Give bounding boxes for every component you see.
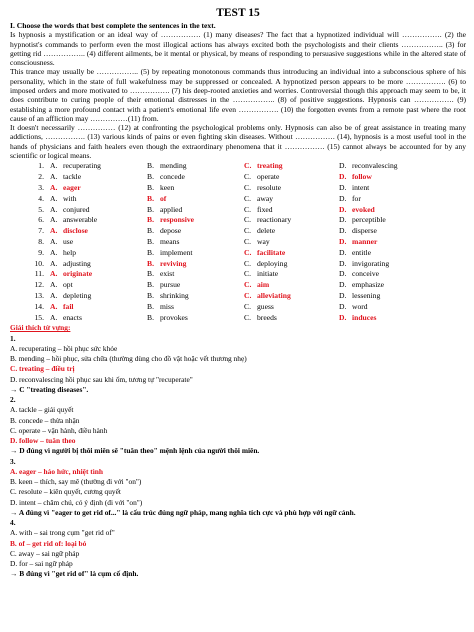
option-word: initiate — [257, 269, 279, 279]
answer-row — [10, 205, 439, 216]
option-letter: C. — [244, 193, 251, 203]
answer-option — [244, 302, 339, 313]
option-word: depose — [160, 226, 182, 236]
answer-row — [10, 183, 439, 194]
option-letter: B. — [147, 258, 154, 268]
answer-row — [10, 269, 439, 280]
question-number: 7. — [38, 226, 44, 236]
answer-option — [50, 291, 147, 302]
option-word: guess — [257, 301, 274, 311]
option-word: reviving — [160, 258, 187, 268]
answer-option — [50, 269, 147, 280]
option-word: implement — [160, 247, 193, 257]
answer-option — [339, 172, 439, 183]
answer-option — [147, 313, 244, 324]
option-word: help — [63, 247, 77, 257]
option-letter: A. — [50, 193, 58, 203]
answer-option — [244, 237, 339, 248]
option-word: invigorating — [352, 258, 390, 268]
option-letter: D. — [339, 290, 347, 300]
option-letter: B. — [147, 172, 154, 182]
answer-option — [50, 194, 147, 205]
answer-option — [244, 248, 339, 259]
question-number: 6. — [38, 215, 44, 225]
explanation-q4-option-d: D. for – sai ngữ pháp — [10, 559, 73, 569]
option-word: tackle — [63, 172, 82, 182]
option-word: emphasize — [352, 280, 385, 290]
option-letter: D. — [339, 193, 347, 203]
answer-option — [147, 237, 244, 248]
option-letter: D. — [339, 226, 347, 236]
option-word: reactionary — [257, 215, 292, 225]
option-letter: C. — [244, 215, 251, 225]
option-word: delete — [257, 226, 276, 236]
answer-option — [50, 205, 147, 216]
option-letter: D. — [339, 247, 347, 257]
answer-option — [339, 237, 439, 248]
option-letter: C. — [244, 269, 251, 279]
option-word: conceive — [352, 269, 379, 279]
option-letter: A. — [50, 280, 58, 290]
answer-option — [147, 248, 244, 259]
answer-option — [147, 194, 244, 205]
answer-option — [244, 215, 339, 226]
explanation-q1-conclusion: → C "treating diseases". — [10, 384, 89, 394]
option-letter: A. — [50, 161, 58, 171]
option-letter: D. — [339, 269, 347, 279]
answer-option — [147, 226, 244, 237]
answer-option — [50, 183, 147, 194]
explanation-q1-option-a: A. recuperating – hồi phục sức khỏe — [10, 343, 118, 353]
option-letter: D. — [339, 172, 347, 182]
explanation-q4-option-a: A. with – sai trong cụm "get rid of" — [10, 528, 115, 538]
option-letter: B. — [147, 161, 154, 171]
option-word: manner — [352, 236, 378, 246]
option-word: fail — [63, 301, 74, 311]
answer-option — [339, 183, 439, 194]
explanation-q3-number: 3. — [10, 456, 16, 466]
answer-option — [339, 259, 439, 270]
answer-row — [10, 172, 439, 183]
option-letter: B. — [147, 215, 154, 225]
option-word: breeds — [257, 312, 277, 322]
instruction: I. Choose the words that best complete the sentences in the text. — [10, 21, 216, 30]
explanation-q4-option-c: C. away – sai ngữ pháp — [10, 548, 80, 558]
option-letter: A. — [50, 236, 58, 246]
option-word: entitle — [352, 247, 371, 257]
option-word: opt — [63, 280, 73, 290]
explanation-q1-option-c: C. treating – điều trị — [10, 364, 75, 374]
option-word: aim — [257, 280, 270, 290]
answer-option — [244, 172, 339, 183]
answer-option — [147, 172, 244, 183]
answer-option — [147, 259, 244, 270]
option-word: for — [352, 193, 361, 203]
answer-row — [10, 280, 439, 291]
option-word: disclose — [63, 226, 88, 236]
page-title: TEST 15 — [216, 7, 260, 19]
answer-option — [147, 302, 244, 313]
option-letter: D. — [339, 280, 347, 290]
option-word: lessening — [352, 290, 381, 300]
answer-option — [50, 248, 147, 259]
answer-option — [339, 226, 439, 237]
question-number: 13. — [34, 290, 44, 300]
option-letter: C. — [244, 290, 252, 300]
answer-option — [50, 215, 147, 226]
option-letter: D. — [339, 215, 347, 225]
option-word: perceptible — [352, 215, 386, 225]
option-word: exist — [160, 269, 175, 279]
question-number: 11. — [34, 269, 44, 279]
option-word: treating — [257, 161, 283, 171]
explanation-q4-option-b: B. of – get rid of: loại bỏ — [10, 538, 87, 548]
option-letter: C. — [244, 312, 251, 322]
question-number: 4. — [38, 193, 44, 203]
explanation-section — [10, 323, 466, 579]
option-letter: A. — [50, 312, 58, 322]
answer-option — [50, 172, 147, 183]
answer-option — [244, 205, 339, 216]
option-word: eager — [63, 182, 81, 192]
option-letter: C. — [244, 172, 251, 182]
answer-table — [10, 161, 439, 323]
option-letter: B. — [147, 182, 154, 192]
option-letter: B. — [147, 236, 154, 246]
answer-option — [339, 313, 439, 324]
answer-row — [10, 226, 439, 237]
answer-option — [339, 205, 439, 216]
option-word: way — [257, 236, 270, 246]
explanation-q4-conclusion: → B đúng vì "get rid of" là cụm cố định. — [10, 569, 139, 579]
option-letter: D. — [339, 312, 347, 322]
explanation-q3-option-d: D. intent – chăm chú, có ý định (đi với "on") — [10, 497, 143, 507]
option-letter: D. — [339, 301, 347, 311]
option-word: fixed — [257, 204, 273, 214]
option-word: adjusting — [63, 258, 91, 268]
document-page — [10, 6, 466, 580]
option-letter: A. — [50, 182, 58, 192]
option-word: provokes — [160, 312, 188, 322]
option-letter: A. — [50, 226, 58, 236]
explanation-q2-option-a: A. tackle – giải quyết — [10, 405, 74, 415]
option-word: applied — [160, 204, 183, 214]
answer-option — [50, 226, 147, 237]
option-letter: C. — [244, 204, 251, 214]
question-number: 5. — [38, 204, 44, 214]
option-word: concede — [160, 172, 185, 182]
answer-option — [147, 269, 244, 280]
option-letter: C. — [244, 258, 251, 268]
passage-paragraph-2: This trance may usually be …………….. (5) by repeating monotonous commands thus introducing an individual into a subconscious sphere of his personality, which in the state of full wakefulness may be suppressed or concealed. A hypnotized person appears to be more ……………. (6) to imposed orders and more motivated to ……………. (7) his deep-rooted anxieties and worries. Controversial though this approach may seem to be, it does contribute to curing people of their emotional distresses in the …………….. (8) of positive suggestions. Hypnosis can ……………. (9) establishing a more profound contact with a patient's emotional life even ……………. (10) the forgotten events from a remote past where the root cause of an affliction may ……………(11) from. — [10, 67, 466, 123]
option-word: operate — [257, 172, 280, 182]
answer-row — [10, 237, 439, 248]
option-letter: D. — [339, 258, 347, 268]
option-word: alleviating — [257, 290, 291, 300]
option-letter: A. — [50, 269, 58, 279]
answer-option — [50, 237, 147, 248]
option-letter: C. — [244, 226, 251, 236]
answer-option — [147, 215, 244, 226]
option-letter: B. — [147, 204, 154, 214]
explanation-q4-number: 4. — [10, 518, 16, 528]
option-letter: A. — [50, 215, 58, 225]
option-word: depleting — [63, 290, 92, 300]
option-letter: B. — [147, 290, 154, 300]
option-word: use — [63, 236, 74, 246]
answer-row — [10, 313, 439, 324]
answer-option — [339, 248, 439, 259]
question-number: 9. — [38, 247, 44, 257]
option-letter: C. — [244, 161, 252, 171]
answer-row — [10, 215, 439, 226]
question-number: 15. — [34, 312, 44, 322]
explanation-q2-option-b: B. concede – thừa nhận — [10, 415, 80, 425]
answer-option — [50, 161, 147, 172]
option-word: mending — [160, 161, 187, 171]
option-word: follow — [352, 172, 372, 182]
answer-option — [50, 302, 147, 313]
option-word: answerable — [63, 215, 98, 225]
passage-paragraph-1: Is hypnosis a mystification or an ideal way of ……………. (1) many diseases? The fact that a hypnotized individual will ……………. (2) the hypnotist's commands to perform even the most illogical actions has always excited both the psychologists and their clients …………….. (3) for getting rid …………….. (4) different ailments, be it mental or physical, by means of responding to persuasive suggestions while in the altered state of consciousness. — [10, 30, 466, 68]
answer-row — [10, 291, 439, 302]
option-word: away — [257, 193, 274, 203]
explanation-q2-number: 2. — [10, 395, 16, 405]
answer-option — [244, 313, 339, 324]
option-letter: A. — [50, 172, 58, 182]
passage-paragraph-3: It doesn't necessarily …………… (12) at confronting the psychological problems only. Hypnosis can also be of great assistance in treating many addictions, ……………. (13) various kinds of pains or even fighting skin diseases. Without ……………. (14), hypnosis is a most useful tool in the hands of physicians and faith healers even though the extraordinary phenomena that it ……………. (15) cannot always be accounted for by any scientific or logical means. — [10, 123, 466, 161]
answer-option — [244, 291, 339, 302]
option-letter: D. — [339, 204, 347, 214]
question-number: 12. — [34, 280, 44, 290]
answer-row — [10, 161, 439, 172]
answer-option — [50, 259, 147, 270]
option-word: induces — [352, 312, 377, 322]
option-word: of — [160, 193, 167, 203]
option-letter: A. — [50, 258, 58, 268]
option-word: keen — [160, 182, 175, 192]
explanation-q3-option-b: B. keen – thích, say mê (thường đi với "on") — [10, 477, 142, 487]
explanation-q1-option-b: B. mending – hồi phục, sửa chữa (thường dùng cho đồ vật hoặc vết thương nhẹ) — [10, 354, 247, 364]
option-letter: C. — [244, 247, 252, 257]
option-word: intent — [352, 182, 370, 192]
option-letter: C. — [244, 182, 251, 192]
answer-row — [10, 302, 439, 313]
option-word: with — [63, 193, 77, 203]
option-word: responsive — [160, 215, 195, 225]
explanation-q3-option-a: A. eager – háo hức, nhiệt tình — [10, 466, 103, 476]
option-letter: B. — [147, 193, 154, 203]
option-word: means — [160, 236, 180, 246]
answer-row — [10, 248, 439, 259]
option-word: miss — [160, 301, 174, 311]
explanation-header: Giải thích từ vựng: — [10, 323, 71, 333]
answer-option — [50, 280, 147, 291]
option-word: deploying — [257, 258, 288, 268]
passage — [10, 30, 466, 160]
option-letter: A. — [50, 247, 58, 257]
answer-option — [244, 269, 339, 280]
option-word: conjured — [63, 204, 90, 214]
answer-option — [147, 205, 244, 216]
explanation-q3-option-c: C. resolute – kiên quyết, cương quyết — [10, 487, 121, 497]
explanation-q2-option-d: D. follow – tuân theo — [10, 436, 76, 446]
answer-option — [339, 291, 439, 302]
option-letter: D. — [339, 182, 347, 192]
answer-option — [244, 280, 339, 291]
answer-row — [10, 194, 439, 205]
option-word: enacts — [63, 312, 82, 322]
option-word: pursue — [160, 280, 181, 290]
option-letter: D. — [339, 161, 347, 171]
question-number: 2. — [38, 172, 44, 182]
option-letter: A. — [50, 204, 58, 214]
option-letter: B. — [147, 247, 154, 257]
option-word: evoked — [352, 204, 375, 214]
question-number: 14. — [34, 301, 44, 311]
option-letter: D. — [339, 236, 347, 246]
question-number: 1. — [38, 161, 44, 171]
answer-option — [339, 161, 439, 172]
option-letter: B. — [147, 269, 154, 279]
answer-option — [147, 161, 244, 172]
answer-option — [147, 291, 244, 302]
option-word: disperse — [352, 226, 377, 236]
option-letter: B. — [147, 301, 154, 311]
explanation-q3-conclusion: → A đúng vì "eager to get rid of..." là cấu trúc đúng ngữ pháp, mang nghĩa tích cực và phù hợp với ngữ cảnh. — [10, 507, 356, 517]
option-letter: A. — [50, 290, 58, 300]
answer-option — [50, 313, 147, 324]
answer-option — [244, 194, 339, 205]
question-number: 3. — [38, 182, 44, 192]
option-letter: C. — [244, 280, 252, 290]
explanation-q2-option-c: C. operate – vận hành, điều hành — [10, 425, 108, 435]
answer-option — [244, 259, 339, 270]
answer-option — [147, 280, 244, 291]
answer-option — [339, 215, 439, 226]
answer-option — [339, 280, 439, 291]
answer-option — [147, 183, 244, 194]
option-letter: C. — [244, 236, 251, 246]
explanation-q1-option-d: D. reconvalescing hồi phục sau khi ốm, tương tự "recuperate" — [10, 374, 193, 384]
option-letter: C. — [244, 301, 251, 311]
option-letter: B. — [147, 280, 154, 290]
option-word: originate — [63, 269, 93, 279]
option-word: facilitate — [257, 247, 286, 257]
option-word: resolute — [257, 182, 282, 192]
question-number: 8. — [38, 236, 44, 246]
answer-option — [244, 183, 339, 194]
answer-option — [244, 161, 339, 172]
option-word: shrinking — [160, 290, 189, 300]
answer-option — [339, 194, 439, 205]
answer-row — [10, 259, 439, 270]
answer-option — [339, 302, 439, 313]
option-letter: B. — [147, 312, 154, 322]
option-letter: A. — [50, 301, 58, 311]
option-word: reconvalescing — [352, 161, 398, 171]
explanation-q2-conclusion: → D đúng vì người bị thôi miên sẽ "tuân theo" mệnh lệnh của người thôi miên. — [10, 446, 260, 456]
question-number: 10. — [34, 258, 44, 268]
option-word: word — [352, 301, 368, 311]
option-word: recuperating — [63, 161, 101, 171]
answer-option — [339, 269, 439, 280]
option-letter: B. — [147, 226, 154, 236]
explanation-q1-number: 1. — [10, 333, 16, 343]
answer-option — [244, 226, 339, 237]
